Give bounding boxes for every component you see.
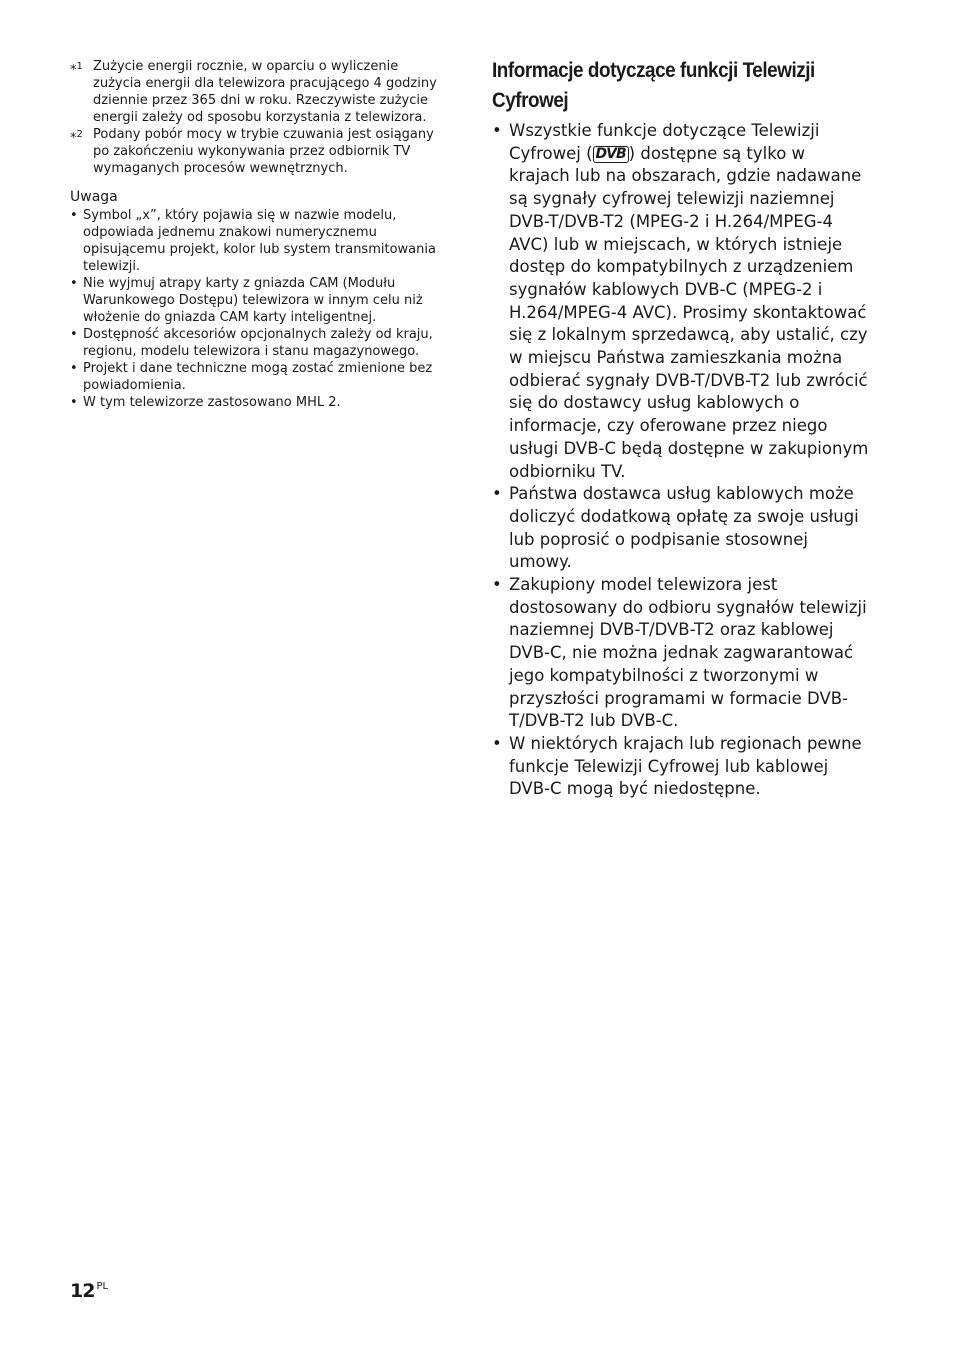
footnote-text: Podany pobór mocy w trybie czuwania jest osiągany po zakończeniu wykonywania przez odbiornik TV wymaganych procesów wewnętrznych. bbox=[93, 127, 434, 176]
footnote-asterisk: * bbox=[70, 131, 77, 146]
info-text: Wszystkie funkcje dotyczące Telewizji Cyfrowej ( bbox=[509, 121, 820, 163]
footnote-asterisk: * bbox=[70, 63, 77, 78]
left-column bbox=[70, 58, 450, 411]
info-text: ) dostępne są tylko w krajach lub na obszarach, gdzie nadawane są sygnały cyfrowej telewizji naziemnej DVB-T/DVB-T2 (MPEG-2 i H.264/MPEG-4 AVC) lub w miejscach, w których istnieje dostęp do kompatybilnych z urządzeniem sygnałów kablowych DVB-C (MPEG-2 i H.264/MPEG-4 AVC). Prosimy skontaktować się z lokalnym sprzedawcą, aby ustalić, czy w miejscu Państwa zamieszkania można odbierać sygnały DVB-T/DVB-T2 lub zwrócić się do dostawcy usług kablowych o informacje, czy oferowane przez niego usługi DVB-C będą dostępne w zakupionym odbiorniku TV. bbox=[509, 143, 869, 481]
footnote-number: 1 bbox=[76, 61, 83, 72]
footnote-number: 2 bbox=[76, 129, 83, 140]
note-item: • Projekt i dane techniczne mogą zostać zmienione bez powiadomienia. bbox=[70, 360, 450, 394]
info-item-compatibility: • Zakupiony model telewizora jest dostosowany do odbioru sygnałów telewizji naziemnej DVB-T/DVB-T2 oraz kablowej DVB-C, nie można jednak zagwarantować jego kompatybilności z tworzonymi w przyszłości programami w formacie DVB-T/DVB-T2 lub DVB-C. bbox=[492, 574, 870, 733]
page-number-value: 12 bbox=[70, 1280, 95, 1302]
right-column bbox=[492, 56, 870, 801]
note-list bbox=[70, 207, 450, 411]
footnote-2 bbox=[70, 126, 450, 177]
note-heading: Uwaga bbox=[70, 189, 118, 205]
note-item: • W tym telewizorze zastosowano MHL 2. bbox=[70, 394, 450, 411]
footnote-1 bbox=[70, 58, 450, 126]
note-item: • Symbol „x”, który pojawia się w nazwie modelu, odpowiada jednemu znakowi numerycznemu opisującemu projekt, kolor lub system transmitowania telewizji. bbox=[70, 207, 450, 275]
section-title: Informacje dotyczące funkcji Telewizji Cyfrowej bbox=[492, 59, 815, 112]
note-item: • Nie wyjmuj atrapy karty z gniazda CAM (Modułu Warunkowego Dostępu) telewizora w innym celu niż włożenie do gniazda CAM karty inteligentnej. bbox=[70, 275, 450, 326]
note-item: • Dostępność akcesoriów opcjonalnych zależy od kraju, regionu, modelu telewizora i stanu magazynowego. bbox=[70, 326, 450, 360]
footnote-marker bbox=[70, 126, 83, 147]
info-item-cable-fee: • Państwa dostawca usług kablowych może doliczyć dodatkową opłatę za swoje usługi lub poprosić o podpisanie stosownej umowy. bbox=[492, 483, 870, 574]
page-number bbox=[70, 1280, 108, 1302]
footnote-text: Zużycie energii rocznie, w oparciu o wyliczenie zużycia energii dla telewizora pracującego 4 godziny dziennie przez 365 dni w roku. Rzeczywiste zużycie energii zależy od sposobu korzystania z telewizora. bbox=[93, 59, 437, 125]
info-item-regional: • W niektórych krajach lub regionach pewne funkcje Telewizji Cyfrowej lub kablowej DVB-C mogą być niedostępne. bbox=[492, 733, 870, 801]
footnote-marker bbox=[70, 58, 83, 79]
page-language-code: PL bbox=[96, 1281, 109, 1292]
info-item-availability bbox=[492, 120, 870, 483]
digital-tv-info-list bbox=[492, 120, 870, 801]
dvb-logo-icon: DVB bbox=[593, 146, 629, 163]
